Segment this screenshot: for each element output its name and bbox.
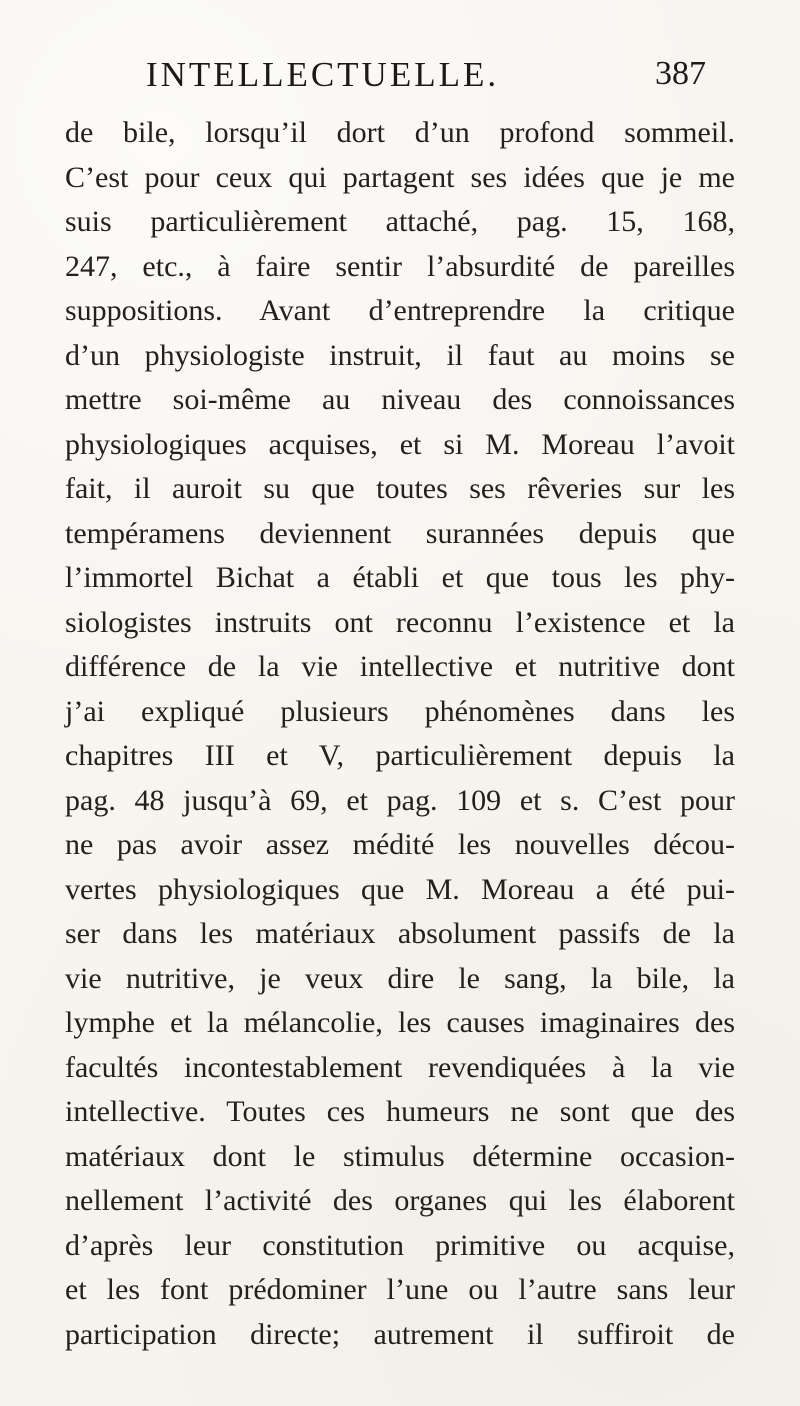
text-line: lymphe et la mélancolie, les causes imaginaires des [65, 1006, 735, 1039]
text-line: pag. 48 jusqu’à 69, et pag. 109 et s. C’est pour [65, 783, 735, 817]
text-line: d’un physiologiste instruit, il faut au moins se [65, 338, 735, 372]
text-line: facultés incontestablement revendiquées à la vie [65, 1050, 735, 1084]
text-line: siologistes instruits ont reconnu l’existence et la [65, 605, 735, 639]
text-line: intellective. Toutes ces humeurs ne sont que des [65, 1095, 735, 1128]
text-line: tempéramens deviennent surannées depuis que [65, 516, 735, 550]
text-line: nellement l’activité des organes qui les élaborent [65, 1184, 735, 1217]
text-line: physiologiques acquises, et si M. Moreau l’avoit [65, 427, 735, 461]
page-number: 387 [655, 55, 706, 92]
text-line: différence de la vie intellective et nutritive dont [65, 650, 735, 683]
text-line: vertes physiologiques que M. Moreau a été pui- [65, 872, 735, 906]
text-line: C’est pour ceux qui partagent ses idées que je me [65, 160, 735, 194]
text-line: et les font prédominer l’une ou l’autre sans leur [65, 1273, 735, 1306]
running-head: INTELLECTUELLE. [146, 55, 500, 94]
text-line: j’ai expliqué plusieurs phénomènes dans les [65, 694, 735, 728]
text-line: suppositions. Avant d’entreprendre la critique [65, 294, 735, 327]
text-line: matériaux dont le stimulus détermine occasion- [65, 1139, 735, 1173]
text-line: 247, etc., à faire sentir l’absurdité de pareilles [65, 249, 735, 283]
text-line: de bile, lorsqu’il dort d’un profond sommeil. [65, 116, 735, 149]
text-line: ser dans les matériaux absolument passifs de la [65, 917, 735, 950]
text-line: l’immortel Bichat a établi et que tous les phy- [65, 561, 735, 594]
text-line: fait, il auroit su que toutes ses rêveries sur les [65, 472, 735, 505]
text-line: chapitres III et V, particulièrement depuis la [65, 739, 735, 772]
text-line: d’après leur constitution primitive ou acquise, [65, 1228, 735, 1262]
text-line: participation directe; autrement il suffiroit de [65, 1317, 735, 1351]
text-line: vie nutritive, je veux dire le sang, la bile, la [65, 961, 735, 995]
page-header [146, 55, 706, 99]
text-line: ne pas avoir assez médité les nouvelles décou- [65, 828, 735, 861]
text-line: mettre soi-même au niveau des connoissances [65, 383, 735, 416]
text-line: suis particulièrement attaché, pag. 15, 168, [65, 205, 735, 238]
body-text [65, 111, 735, 1357]
